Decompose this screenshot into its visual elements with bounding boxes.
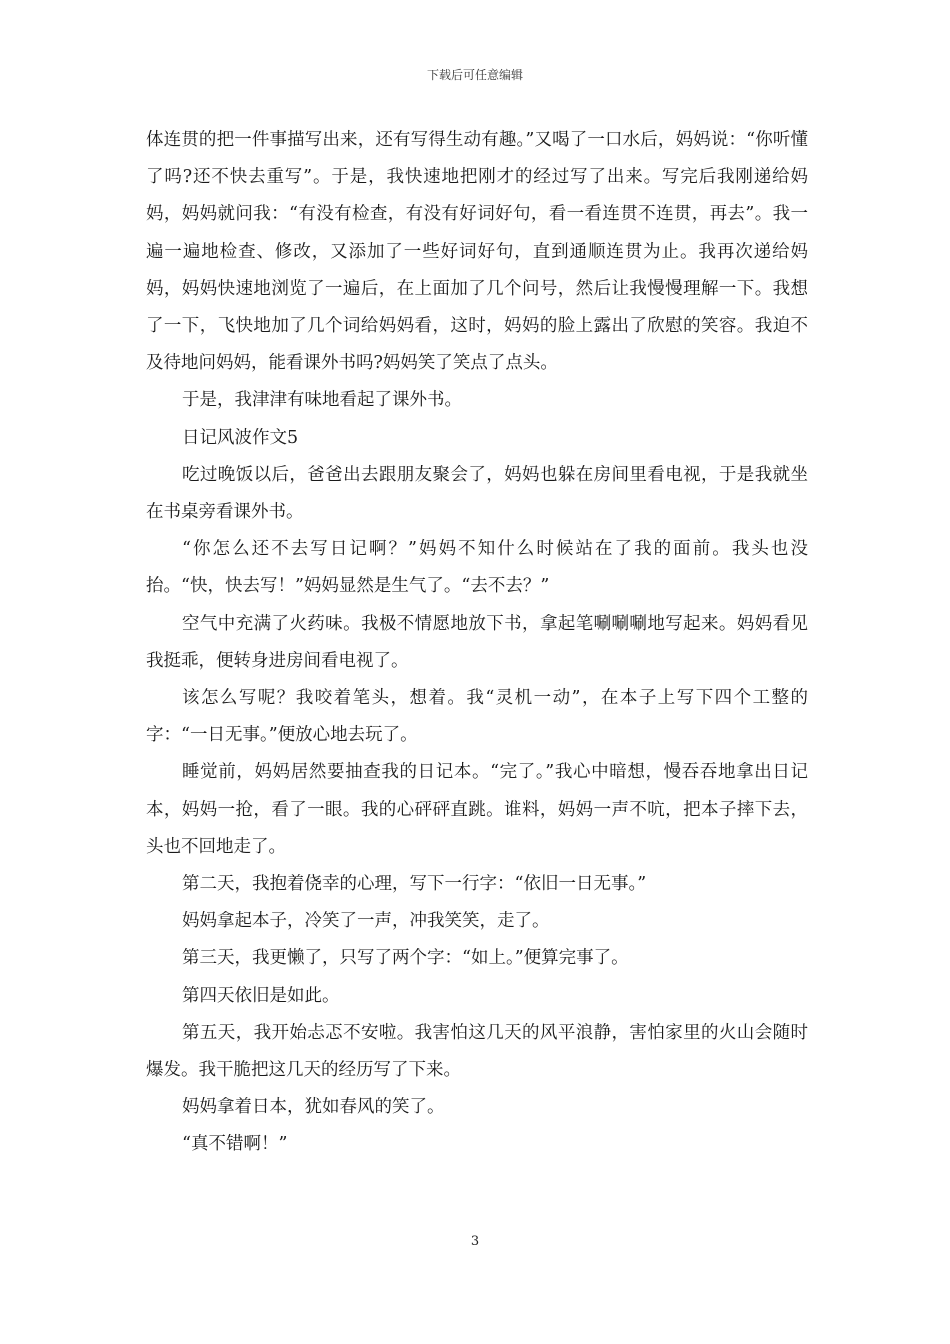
page-header: 下载后可任意编辑 [426, 68, 523, 82]
paragraph: 于是，我津津有味地看起了课外书。 [182, 390, 462, 411]
paragraph: 该怎么写呢？我咬着笔头，想着。我“灵机一动”，在本子上写下四个工整的字：“一日无事。”便放心地去玩了。 [146, 688, 808, 746]
paragraph: 第二天，我抱着侥幸的心理，写下一行字：“依旧一日无事。” [182, 874, 647, 895]
paragraph: 妈妈拿起本子，冷笑了一声，冲我笑笑，走了。 [182, 911, 550, 932]
paragraph: 空气中充满了火药味。我极不情愿地放下书，拿起笔唰唰唰地写起来。妈妈看见我挺乖，便转身进房间看电视了。 [146, 613, 808, 671]
paragraph: “你怎么还不去写日记啊？”妈妈不知什么时候站在了我的面前。我头也没抬。“快，快去写！”妈妈显然是生气了。“去不去？” [146, 539, 808, 597]
paragraph: “真不错啊！” [182, 1134, 288, 1155]
paragraph: 妈妈拿着日本，犹如春风的笑了。 [182, 1097, 445, 1118]
paragraph: 睡觉前，妈妈居然要抽查我的日记本。“完了。”我心中暗想，慢吞吞地拿出日记本，妈妈一抢，看了一眼。我的心砰砰直跳。谁料，妈妈一声不吭，把本子摔下去，头也不回地走了。 [146, 762, 808, 857]
paragraph: 吃过晚饭以后，爸爸出去跟朋友聚会了，妈妈也躲在房间里看电视，于是我就坐在书桌旁看课外书。 [146, 464, 808, 523]
paragraph: 第四天依旧是如此。 [182, 985, 340, 1006]
section-title: 日记风波作文5 [182, 427, 299, 448]
paragraph-continued: 体连贯的把一件事描写出来，还有写得生动有趣。”又喝了一口水后，妈妈说：“你听懂了吗?还不快去重写”。于是，我快速地把刚才的经过写了出来。写完后我刚递给妈妈，妈妈就问我：“有没有检查，有没有好词好句，看一看连贯不连贯，再去”。我一遍一遍地检查、修改，又添加了一些好词好句，直到通顺连贯为止。我再次递给妈妈，妈妈快速地浏览了一遍后，在上面加了几个问号，然后让我慢慢理解一下。我想了一下，飞快地加了几个词给妈妈看，这时，妈妈的脸上露出了欣慰的笑容。我迫不及待地问妈妈，能看课外书吗?妈妈笑了笑点了点头。 [146, 130, 808, 374]
document-body [146, 122, 808, 1164]
page-number: 3 [470, 1234, 480, 1249]
paragraph: 第三天，我更懒了，只写了两个字：“如上。”便算完事了。 [182, 948, 629, 969]
paragraph: 第五天，我开始忐忑不安啦。我害怕这几天的风平浪静，害怕家里的火山会随时爆发。我干脆把这几天的经历写了下来。 [146, 1022, 808, 1081]
